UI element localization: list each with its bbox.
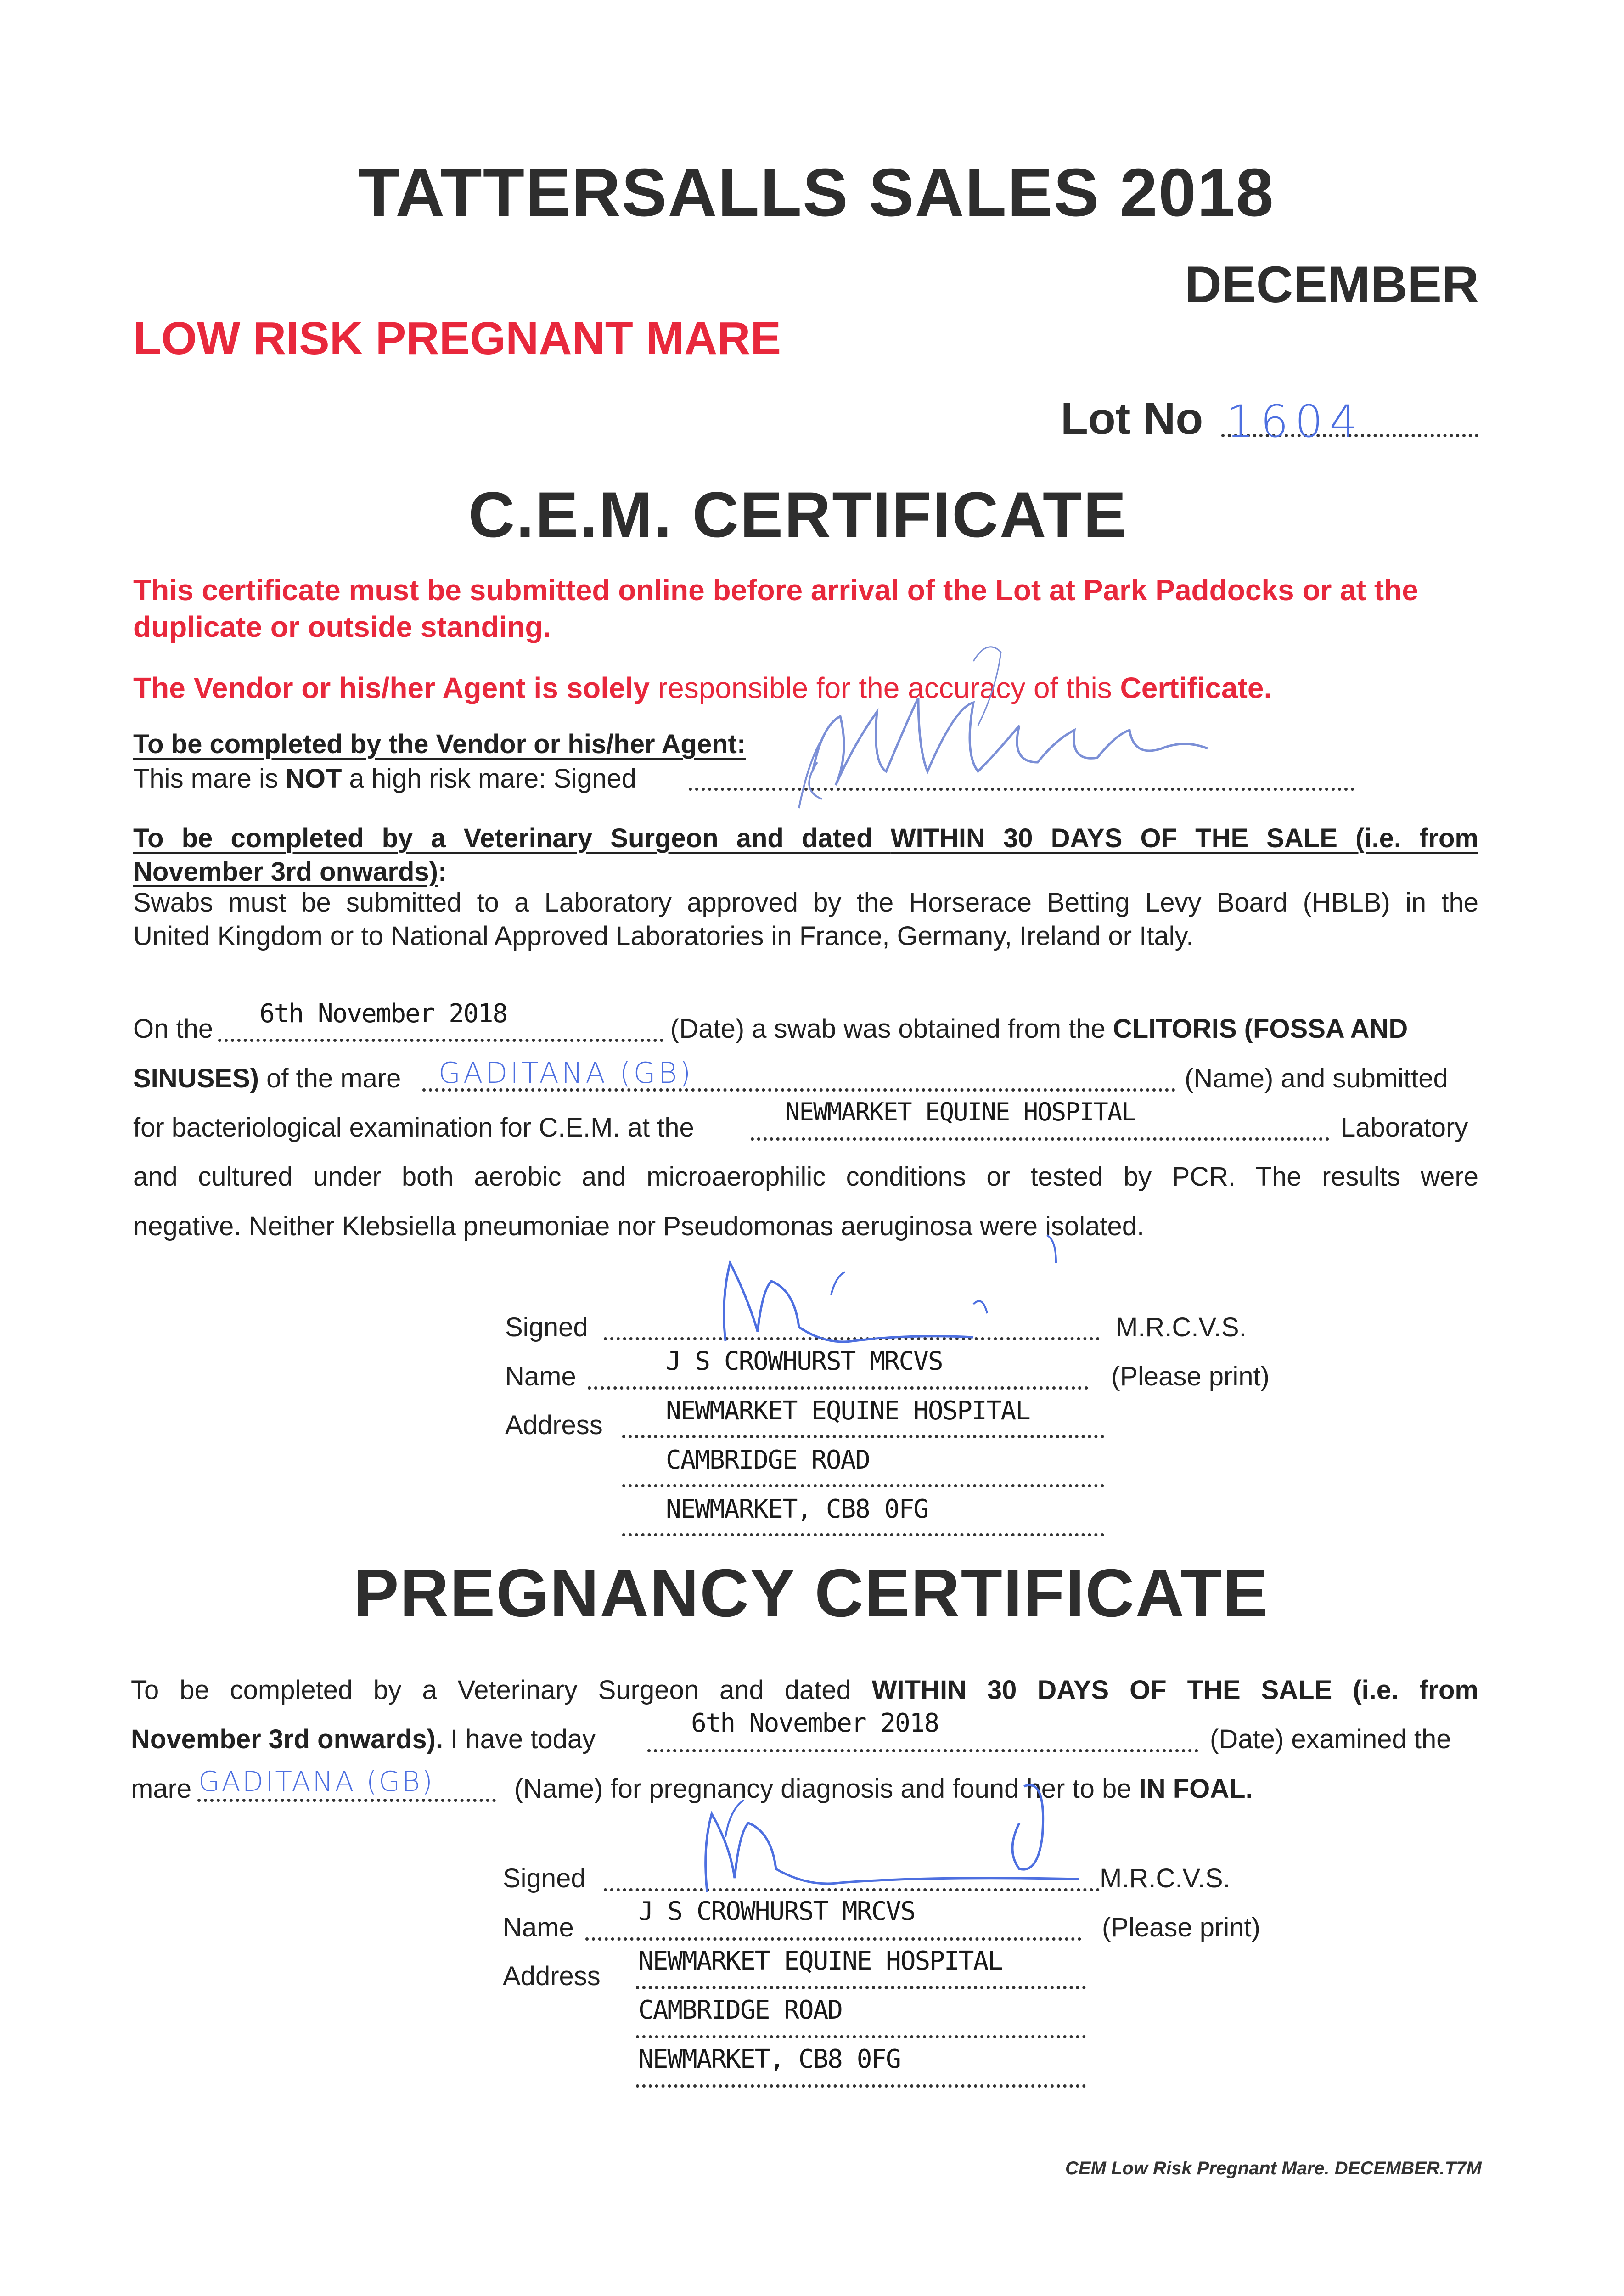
pregnancy-line-1: To be completed by a Veterinary Surgeon and dated WITHIN 30 DAYS OF THE SALE (i.e. from — [131, 1675, 1478, 1705]
bacteriological-text: for bacteriological examination for C.E.M. at the — [133, 1113, 694, 1142]
submission-notice: This certificate must be submitted online before arrival of the Lot at Park Paddocks or at the duplicate or outside standing. — [133, 574, 1418, 643]
vendor-signature — [781, 634, 1309, 827]
category-label: LOW RISK PREGNANT MARE — [133, 313, 781, 364]
cem-name-label: Name — [505, 1362, 576, 1391]
cem-certificate-title: C.E.M. CERTIFICATE — [468, 478, 1128, 551]
cem-name-line — [588, 1386, 1088, 1390]
cem-address-1: NEWMARKET EQUINE HOSPITAL — [666, 1396, 1030, 1426]
pregnancy-line-2-a: November 3rd onwards). I have today — [131, 1724, 596, 1754]
cem-address-label: Address — [505, 1410, 603, 1440]
pregnancy-address-label: Address — [503, 1961, 601, 1991]
cem-address-3: NEWMARKET, CB8 0FG — [666, 1494, 928, 1524]
vendor-heading: To be completed by the Vendor or his/her Agent: — [133, 729, 746, 759]
laboratory-value: NEWMARKET EQUINE HOSPITAL — [785, 1097, 1135, 1126]
laboratory-text: Laboratory — [1341, 1113, 1468, 1142]
pregnancy-vet-signature — [689, 1782, 1148, 1901]
pregnancy-mare-label: mare — [131, 1774, 192, 1804]
pregnancy-name-label: Name — [503, 1913, 574, 1942]
pregnancy-date-value: 6th November 2018 — [691, 1708, 939, 1738]
page-title: TATTERSALLS SALES 2018 — [358, 155, 1275, 231]
negative-result-text: negative. Neither Klebsiella pneumoniae nor Pseudomonas aeruginosa were isolated. — [133, 1211, 1145, 1241]
cem-mrcvs-label: M.R.C.V.S. — [1116, 1312, 1247, 1342]
pregnancy-address-line-2 — [636, 2035, 1086, 2038]
pregnancy-vet-name: J S CROWHURST MRCVS — [638, 1896, 915, 1926]
cem-address-line-3 — [622, 1533, 1104, 1536]
cem-signed-label: Signed — [505, 1312, 588, 1342]
cem-vet-signature — [689, 1235, 1102, 1355]
cem-mare-name: GADITANA (GB) — [438, 1056, 694, 1090]
name-submitted-text: (Name) and submitted — [1185, 1064, 1448, 1093]
pregnancy-address-3: NEWMARKET, CB8 0FG — [638, 2044, 900, 2074]
pregnancy-please-print: (Please print) — [1102, 1913, 1260, 1942]
pregnancy-signed-label: Signed — [503, 1863, 586, 1893]
pregnancy-address-line-3 — [636, 2084, 1086, 2088]
pregnancy-line-3-b: (Name) for pregnancy diagnosis and found her to be IN FOAL. — [514, 1774, 1253, 1804]
swab-date-label: On the — [133, 1014, 214, 1044]
swab-date-line — [218, 1039, 663, 1042]
swabs-instruction: Swabs must be submitted to a Laboratory approved by the Horserace Betting Levy Board (HBLB) in the United Kingdom or to National Approved Laboratories in France, Germany, Ireland or Italy. — [133, 888, 1478, 951]
pregnancy-mrcvs-label: M.R.C.V.S. — [1100, 1863, 1231, 1893]
pregnancy-date-line — [647, 1749, 1198, 1752]
swab-date-value: 6th November 2018 — [259, 999, 507, 1029]
lot-number-label: Lot No — [1061, 393, 1203, 444]
swab-obtained-text: (Date) a swab was obtained from the CLITORIS (FOSSA AND — [670, 1014, 1408, 1044]
pregnancy-mare-name: GADITANA (GB) — [198, 1766, 435, 1798]
cultured-text: and cultured under both aerobic and microaerophilic conditions or tested by PCR. The results were — [133, 1162, 1478, 1192]
cem-vet-name: J S CROWHURST MRCVS — [666, 1346, 943, 1376]
form-footer-code: CEM Low Risk Pregnant Mare. DECEMBER.T7M — [1065, 2158, 1482, 2178]
pregnancy-address-2: CAMBRIDGE ROAD — [638, 1995, 843, 2025]
pregnancy-address-line-1 — [636, 1986, 1086, 1989]
cem-please-print: (Please print) — [1111, 1362, 1270, 1391]
pregnancy-name-line — [585, 1937, 1081, 1941]
vendor-declaration: This mare is NOT a high risk mare: Signed — [133, 764, 636, 793]
cem-address-line-2 — [622, 1484, 1104, 1487]
sinuses-text: SINUSES) of the mare — [133, 1064, 401, 1093]
cem-address-line-1 — [622, 1435, 1104, 1438]
vet-heading: To be completed by a Veterinary Surgeon and dated WITHIN 30 DAYS OF THE SALE (i.e. from November 3rd onwards): — [133, 823, 1478, 887]
pregnancy-line-2-c: (Date) examined the — [1210, 1724, 1451, 1754]
lot-number-value: 1604 — [1226, 396, 1364, 447]
sale-month: DECEMBER — [1185, 256, 1479, 313]
laboratory-line — [751, 1137, 1329, 1141]
pregnancy-address-1: NEWMARKET EQUINE HOSPITAL — [638, 1946, 1002, 1976]
pregnancy-mare-line — [197, 1799, 496, 1802]
pregnancy-certificate-title: PREGNANCY CERTIFICATE — [354, 1555, 1269, 1631]
cem-address-2: CAMBRIDGE ROAD — [666, 1445, 870, 1475]
responsibility-notice: The Vendor or his/her Agent is solely responsible for the accuracy of this Certificate. — [133, 671, 1272, 704]
